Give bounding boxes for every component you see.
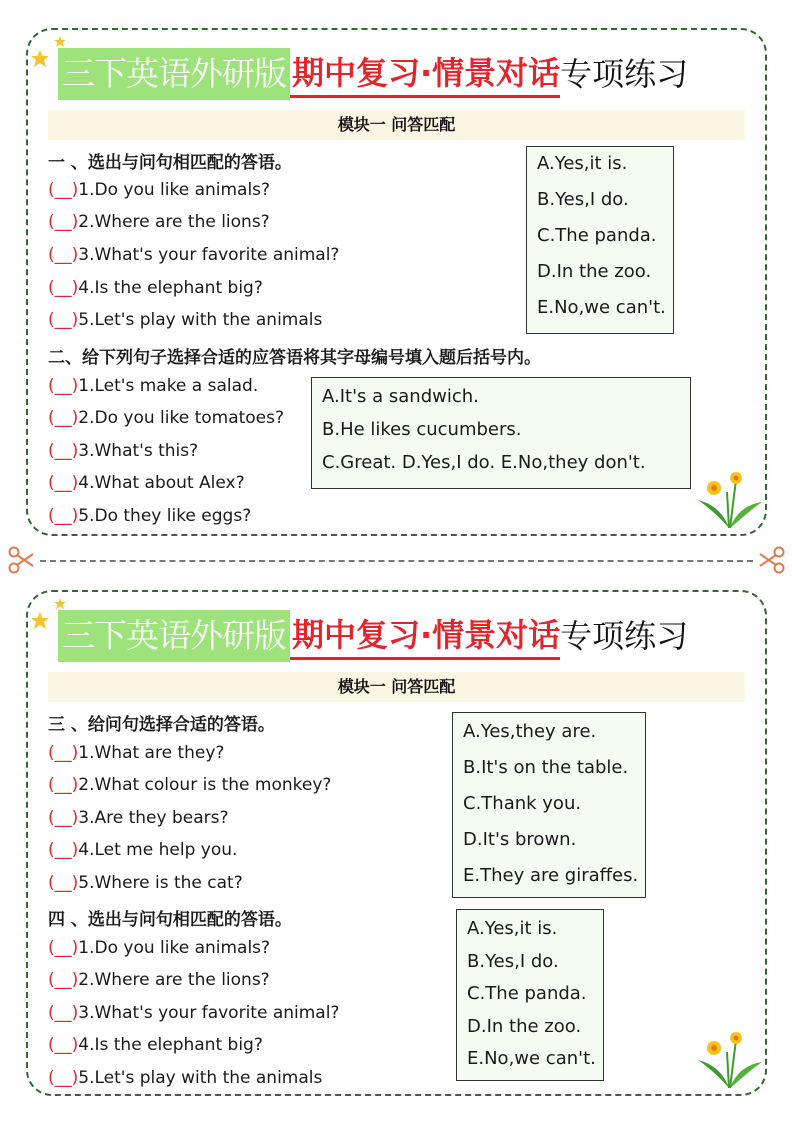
cut-line: [40, 560, 753, 562]
question-item: (__)2.Do you like tomatoes?: [48, 408, 285, 428]
title-red: 期中复习·情景对话: [290, 613, 560, 660]
answer-blank[interactable]: (__): [48, 180, 79, 200]
question-item: (__)3.Are they bears?: [48, 808, 229, 828]
section-heading-1: 一 、选出与问句相匹配的答语。: [48, 153, 292, 173]
option-item: E.They are giraffes.: [463, 865, 639, 886]
module-band: 模块一 问答匹配: [48, 672, 745, 702]
flower-icon: [694, 1030, 764, 1090]
question-item: (__)5.Do they like eggs?: [48, 506, 252, 526]
flower-icon: [694, 470, 764, 530]
question-item: (__)2.What colour is the monkey?: [48, 775, 332, 795]
question-item: (__)4.Is the elephant big?: [48, 278, 263, 298]
question-item: (__)2.Where are the lions?: [48, 212, 270, 232]
options-box-1: [526, 146, 674, 334]
title-black: 专项练习: [560, 55, 689, 93]
option-item: B.Yes,I do.: [537, 189, 629, 210]
option-item: D.It's brown.: [463, 829, 577, 850]
options-box-2: [311, 377, 691, 489]
title-green: 三下英语外研版: [58, 48, 290, 100]
option-item: D.In the zoo.: [467, 1015, 582, 1037]
option-item: B.Yes,I do.: [467, 950, 559, 972]
option-item: B.He likes cucumbers.: [322, 419, 522, 440]
question-item: (__)4.What about Alex?: [48, 473, 245, 493]
option-item: A.Yes,it is.: [467, 918, 558, 939]
option-item: C.Thank you.: [463, 793, 582, 814]
question-item: (__)5.Let's play with the animals: [48, 310, 323, 330]
page-title: [58, 48, 688, 100]
option-item: D.In the zoo.: [537, 261, 652, 282]
option-item: C.The panda.: [537, 225, 657, 246]
answer-blank[interactable]: (__): [48, 408, 79, 428]
answer-blank[interactable]: (__): [48, 441, 79, 461]
question-item: (__)4.Let me help you.: [48, 840, 238, 860]
section-heading-2: 二、给下列句子选择合适的应答语将其字母编号填入题后括号内。: [48, 348, 541, 368]
answer-blank[interactable]: (__): [48, 970, 79, 990]
answer-blank[interactable]: (__): [48, 376, 79, 396]
answer-blank[interactable]: (__): [48, 938, 79, 958]
answer-blank[interactable]: (__): [48, 278, 79, 298]
answer-blank[interactable]: (__): [48, 1003, 79, 1023]
section-heading-3: 三 、给问句选择合适的答语。: [48, 715, 275, 735]
question-item: (__)3.What's your favorite animal?: [48, 245, 340, 265]
title-green: 三下英语外研版: [58, 610, 290, 662]
option-item: A.Yes,they are.: [463, 721, 597, 742]
question-item: (__)5.Let's play with the animals: [48, 1068, 323, 1088]
answer-blank[interactable]: (__): [48, 506, 79, 526]
answer-blank[interactable]: (__): [48, 808, 79, 828]
question-item: (__)4.Is the elephant big?: [48, 1035, 263, 1055]
title-black: 专项练习: [560, 617, 689, 655]
question-item: (__)1.Do you like animals?: [48, 180, 271, 200]
answer-blank[interactable]: (__): [48, 245, 79, 265]
answer-blank[interactable]: (__): [48, 743, 79, 763]
answer-blank[interactable]: (__): [48, 1035, 79, 1055]
question-item: (__)1.Let's make a salad.: [48, 376, 259, 396]
answer-blank[interactable]: (__): [48, 873, 79, 893]
option-item: C.The panda.: [467, 983, 587, 1004]
question-item: (__)3.What's this?: [48, 441, 199, 461]
answer-blank[interactable]: (__): [48, 1068, 79, 1088]
section-heading-4: 四 、选出与问句相匹配的答语。: [48, 910, 292, 930]
answer-blank[interactable]: (__): [48, 310, 79, 330]
question-item: (__)3.What's your favorite animal?: [48, 1003, 340, 1023]
scissors-icon: [8, 546, 34, 574]
answer-blank[interactable]: (__): [48, 212, 79, 232]
page-title: [58, 610, 688, 662]
question-item: (__)5.Where is the cat?: [48, 873, 243, 893]
option-item: A.Yes,it is.: [537, 153, 628, 174]
answer-blank[interactable]: (__): [48, 840, 79, 860]
scissors-icon: [759, 546, 785, 574]
answer-blank[interactable]: (__): [48, 473, 79, 493]
option-item: E.No,we can't.: [467, 1048, 596, 1069]
title-red: 期中复习·情景对话: [290, 51, 560, 98]
options-box-4: [456, 909, 604, 1081]
module-band: 模块一 问答匹配: [48, 110, 745, 140]
option-item: A.It's a sandwich.: [322, 386, 479, 407]
options-box-3: [452, 712, 646, 898]
option-item: C.Great. D.Yes,I do. E.No,they don't.: [322, 452, 646, 473]
option-item: E.No,we can't.: [537, 297, 666, 318]
option-item: B.It's on the table.: [463, 757, 629, 778]
answer-blank[interactable]: (__): [48, 775, 79, 795]
question-item: (__)1.What are they?: [48, 743, 225, 763]
question-item: (__)1.Do you like animals?: [48, 938, 271, 958]
question-item: (__)2.Where are the lions?: [48, 970, 270, 990]
